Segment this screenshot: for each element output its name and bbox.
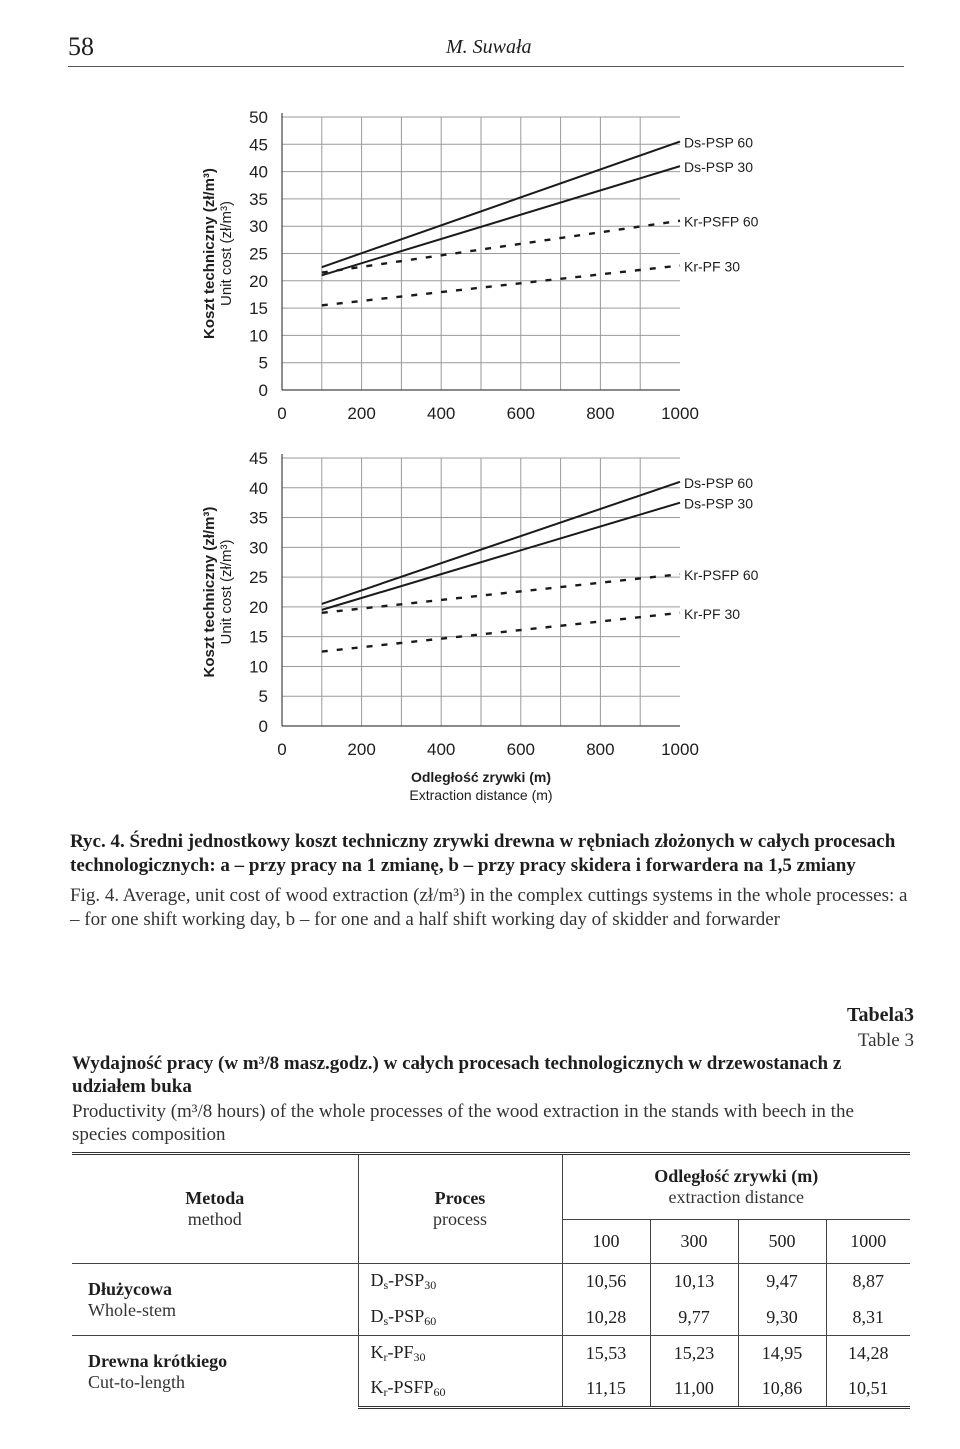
- y-tick-label: 40: [249, 478, 268, 498]
- y-axis-label-en: Unit cost (zł/m³): [218, 539, 235, 645]
- chart-b: [0, 440, 960, 820]
- y-tick-label: 30: [249, 217, 268, 237]
- y-tick-label: 30: [249, 538, 268, 558]
- process-mid: -PSP: [388, 1305, 425, 1326]
- value-cell: 11,15: [562, 1372, 650, 1408]
- series-label: Kr-PF 30: [684, 605, 741, 622]
- distance-header-pl: Odległość zrywki (m): [654, 1166, 819, 1186]
- distance-300: 300: [650, 1220, 738, 1264]
- y-axis-label-en: Unit cost (zł/m³): [218, 201, 235, 306]
- process-header: [358, 1154, 562, 1264]
- value-cell: 9,77: [650, 1300, 738, 1336]
- table-title-en: Productivity (m³/8 hours) of the whole processes of the wood extraction in the stands with beech in the species composition: [72, 1101, 854, 1145]
- process-sub: 30: [424, 1278, 437, 1293]
- series-line-kr-pf-30: [322, 613, 680, 652]
- series-label: Ds-PSP 60: [684, 134, 753, 151]
- value-cell: 8,31: [826, 1300, 910, 1336]
- value-cell: 10,28: [562, 1300, 650, 1336]
- y-tick-label: 15: [249, 627, 268, 647]
- x-tick-label: 1000: [661, 404, 699, 423]
- value-cell: 15,23: [650, 1336, 738, 1372]
- process-sub: 60: [433, 1385, 446, 1400]
- y-axis-label-pl: Koszt techniczny (zł/m³): [201, 506, 218, 678]
- process-main: K: [370, 1342, 384, 1363]
- y-tick-label: 50: [249, 108, 268, 127]
- series-label: Kr-PSFP 60: [684, 567, 759, 584]
- value-cell: 10,56: [562, 1264, 650, 1300]
- y-tick-label: 0: [258, 717, 268, 736]
- process-mid: -PSFP: [387, 1377, 434, 1398]
- method-pl: Drewna krótkiego: [88, 1350, 228, 1371]
- y-tick-label: 5: [258, 687, 268, 707]
- distance-100: 100: [562, 1220, 650, 1264]
- series-line-ds-psp-60: [322, 142, 680, 268]
- x-tick-label: 600: [506, 404, 535, 423]
- value-cell: 9,47: [738, 1264, 826, 1300]
- process-cell: [358, 1372, 562, 1408]
- series-label: Ds-PSP 30: [684, 495, 753, 512]
- value-cell: 8,87: [826, 1264, 910, 1300]
- x-tick-label: 600: [506, 740, 535, 759]
- y-tick-label: 10: [249, 326, 268, 346]
- caption-pl: Ryc. 4. Średni jednostkowy koszt techniczny zrywki drewna w rębniach złożonych w całych procesach technologicznych: a – przy pracy na 1 zmianę, b – przy pracy skidera i forwardera na 1,5 zmiany: [70, 831, 896, 876]
- method-header-en: method: [187, 1209, 242, 1229]
- value-cell: 15,53: [562, 1336, 650, 1372]
- distance-500: 500: [738, 1220, 826, 1264]
- process-sub: 60: [424, 1313, 437, 1328]
- y-tick-label: 20: [249, 597, 268, 617]
- distance-1000: 1000: [826, 1220, 910, 1264]
- x-tick-label: 0: [277, 740, 287, 759]
- page-header: [68, 30, 904, 67]
- method-cell: [72, 1264, 358, 1336]
- process-main: D: [370, 1305, 384, 1326]
- y-tick-label: 35: [249, 508, 268, 528]
- x-tick-label: 200: [347, 404, 376, 423]
- process-mid: -PSP: [388, 1270, 425, 1291]
- method-en: Cut-to-length: [88, 1371, 185, 1392]
- table-title-pl: Wydajność pracy (w m³/8 masz.godz.) w całych procesach technologicznych w drzewostanach z udziałem buka: [72, 1053, 842, 1097]
- method-pl: Dłużycowa: [88, 1278, 172, 1299]
- process-cell: [358, 1300, 562, 1336]
- y-tick-label: 45: [249, 135, 268, 155]
- x-axis-label-en: Extraction distance (m): [409, 787, 553, 803]
- table-number-pl: Tabela3: [846, 1004, 914, 1026]
- page-number: 58: [68, 32, 94, 61]
- distance-header-en: extraction distance: [668, 1187, 804, 1207]
- process-sub: r: [383, 1385, 388, 1400]
- process-cell: [358, 1264, 562, 1300]
- x-tick-label: 1000: [661, 740, 699, 759]
- y-axis-label-pl: Koszt techniczny (zł/m³): [201, 168, 218, 339]
- series-label: Kr-PF 30: [684, 258, 741, 275]
- y-tick-label: 10: [249, 657, 268, 677]
- series-line-ds-psp-30: [322, 166, 680, 275]
- process-sub: 30: [413, 1350, 426, 1365]
- productivity-table: [72, 1152, 910, 1409]
- value-cell: 9,30: [738, 1300, 826, 1336]
- process-sub: r: [383, 1350, 388, 1365]
- y-axis-label-group: [201, 507, 235, 678]
- y-tick-label: 15: [249, 299, 268, 319]
- value-cell: 14,28: [826, 1336, 910, 1372]
- table-title: [72, 1052, 912, 1146]
- caption-en: Fig. 4. Average, unit cost of wood extraction (zł/m³) in the complex cuttings systems in the whole processes: a – for one shift working day, b – for one and a half shift working day of skidder and forwarder: [70, 885, 908, 930]
- value-cell: 11,00: [650, 1372, 738, 1408]
- distance-header: [562, 1154, 910, 1220]
- y-tick-label: 45: [249, 449, 268, 468]
- y-tick-label: 0: [258, 381, 268, 400]
- y-tick-label: 20: [249, 271, 268, 291]
- table-row: [72, 1336, 910, 1372]
- series-label: Ds-PSP 60: [684, 474, 753, 491]
- figure-caption: [70, 830, 908, 932]
- table-row: [72, 1264, 910, 1300]
- x-tick-label: 200: [347, 740, 376, 759]
- y-axis-label-group: [201, 168, 235, 339]
- method-header-pl: Metoda: [185, 1188, 245, 1208]
- series-line-kr-psfp-60: [322, 221, 680, 273]
- process-mid: -PF: [387, 1342, 414, 1363]
- table-number-en: Table 3: [857, 1030, 914, 1051]
- x-tick-label: 400: [427, 404, 456, 423]
- process-sub: s: [383, 1313, 389, 1328]
- x-tick-label: 800: [586, 740, 615, 759]
- series-label: Kr-PSFP 60: [684, 213, 759, 230]
- y-tick-label: 5: [258, 353, 268, 373]
- method-cell: [72, 1336, 358, 1408]
- process-cell: [358, 1336, 562, 1372]
- value-cell: 14,95: [738, 1336, 826, 1372]
- value-cell: 10,86: [738, 1372, 826, 1408]
- running-head: M. Suwała: [446, 36, 532, 58]
- y-tick-label: 25: [249, 244, 268, 264]
- y-tick-label: 40: [249, 162, 268, 182]
- process-main: K: [370, 1377, 384, 1398]
- y-tick-label: 35: [249, 189, 268, 209]
- method-header: [72, 1154, 358, 1264]
- method-en: Whole-stem: [88, 1299, 176, 1320]
- series-label: Ds-PSP 30: [684, 159, 753, 176]
- value-cell: 10,13: [650, 1264, 738, 1300]
- series-line-kr-pf-30: [322, 266, 680, 306]
- x-tick-label: 400: [427, 740, 456, 759]
- x-axis-label-pl: Odległość zrywki (m): [410, 769, 552, 785]
- series-line-ds-psp-60: [322, 482, 680, 604]
- value-cell: 10,51: [826, 1372, 910, 1408]
- header-row-1: [72, 1154, 910, 1220]
- x-tick-label: 0: [277, 404, 287, 423]
- process-header-en: process: [433, 1209, 487, 1229]
- x-tick-label: 800: [586, 404, 615, 423]
- process-header-pl: Proces: [434, 1188, 486, 1208]
- y-tick-label: 25: [249, 568, 268, 588]
- process-sub: s: [383, 1278, 389, 1293]
- process-main: D: [370, 1270, 384, 1291]
